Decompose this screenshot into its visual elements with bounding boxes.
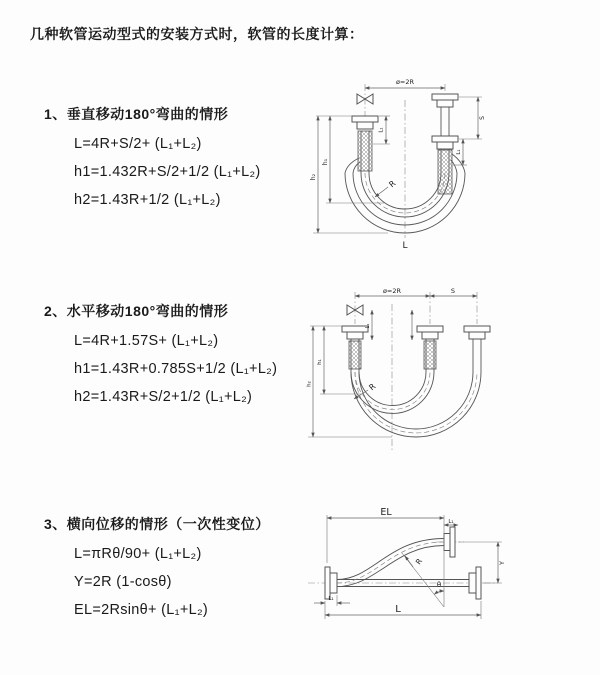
dim-label-l1-left: L₁: [378, 127, 385, 133]
right-hose-end: [432, 94, 458, 194]
dim-label-l1-top: L₁: [448, 519, 454, 525]
diagram-lateral-displacement: [298, 503, 600, 675]
dim-label-el: EL: [380, 507, 392, 518]
hose-ends: [342, 323, 490, 372]
section-2-formula-L: L=4R+1.57S+ (L₁+L₂): [74, 333, 219, 349]
diagram-2-svg: [306, 282, 554, 460]
dim-label-l1-right: L₁: [456, 149, 462, 155]
dim-label-2r: ø=2R: [395, 78, 415, 86]
dim-label-l1-left: L₁: [328, 596, 334, 602]
angle-label: θ: [436, 581, 442, 589]
section-3-heading: 3、横向位移的情形（一次性变位）: [44, 516, 270, 532]
dim-label-y: Y: [498, 561, 506, 565]
section-1-heading: 1、垂直移动180°弯曲的情形: [44, 106, 229, 122]
dim-label-h1: h₁: [322, 158, 329, 166]
section-1-formula-h2: h2=1.43R+1/2 (L₁+L₂): [74, 192, 221, 208]
section-lateral-displacement: [44, 514, 270, 618]
dim-label-2r: ø=2R: [382, 287, 402, 295]
dim-label-l1: L₁: [365, 323, 371, 329]
curved-hose-displaced: [337, 527, 455, 587]
section-2-formula-h2: h2=1.43R+S/2+1/2 (L₁+L₂): [74, 389, 253, 405]
radius-label: R: [367, 381, 378, 393]
dim-label-h2: h₂: [306, 381, 313, 387]
section-3-formula-L: L=πRθ/90+ (L₁+L₂): [74, 546, 202, 562]
length-label: L: [402, 241, 408, 251]
section-1-formula-h1: h1=1.432R+S/2+1/2 (L₁+L₂): [74, 164, 261, 180]
dimension-top-2r: [365, 78, 445, 88]
centerlines: [355, 292, 477, 450]
dimension-s: [459, 97, 486, 139]
section-1-formula-L: L=4R+S/2+ (L₁+L₂): [74, 136, 202, 152]
section-vertical-180: [44, 104, 261, 208]
dimension-h1-h2: [310, 116, 388, 233]
page-title: 几种软管运动型式的安装方式时，软管的长度计算：: [30, 26, 364, 42]
dimension-l1-top: [444, 519, 458, 525]
diagram-vertical-180: [308, 70, 543, 252]
section-2-formula-h1: h1=1.43R+0.785S+1/2 (L₁+L₂): [74, 361, 278, 377]
radius-label: R: [413, 556, 425, 567]
diagram-1-svg: [308, 70, 543, 252]
dim-label-s: S: [479, 116, 486, 120]
dimension-top-2r: [355, 287, 430, 296]
section-horizontal-180: [44, 301, 277, 405]
dimension-l1-left: [314, 595, 350, 606]
diagram-3-svg: [298, 503, 600, 675]
left-hose-end: [352, 116, 378, 173]
radius-label: R: [387, 178, 398, 190]
section-2-heading: 2、水平移动180°弯曲的情形: [44, 303, 229, 319]
section-3-formula-EL: EL=2Rsinθ+ (L₁+L₂): [74, 602, 209, 618]
radius-and-angle: [402, 553, 444, 607]
dim-label-l: L: [395, 604, 401, 615]
dimension-l1: [365, 310, 412, 340]
dim-label-h1: h₁: [317, 359, 323, 365]
radius-callout: [375, 179, 398, 197]
dim-label-h2: h₂: [310, 173, 317, 181]
dim-label-s: S: [450, 287, 456, 295]
section-3-formula-Y: Y=2R (1-cosθ): [74, 574, 172, 590]
centerlines: [365, 84, 445, 238]
diagram-horizontal-180: [306, 282, 554, 460]
dimension-y: [458, 542, 506, 583]
dimension-s: [430, 287, 477, 296]
dimension-l: [325, 601, 481, 619]
